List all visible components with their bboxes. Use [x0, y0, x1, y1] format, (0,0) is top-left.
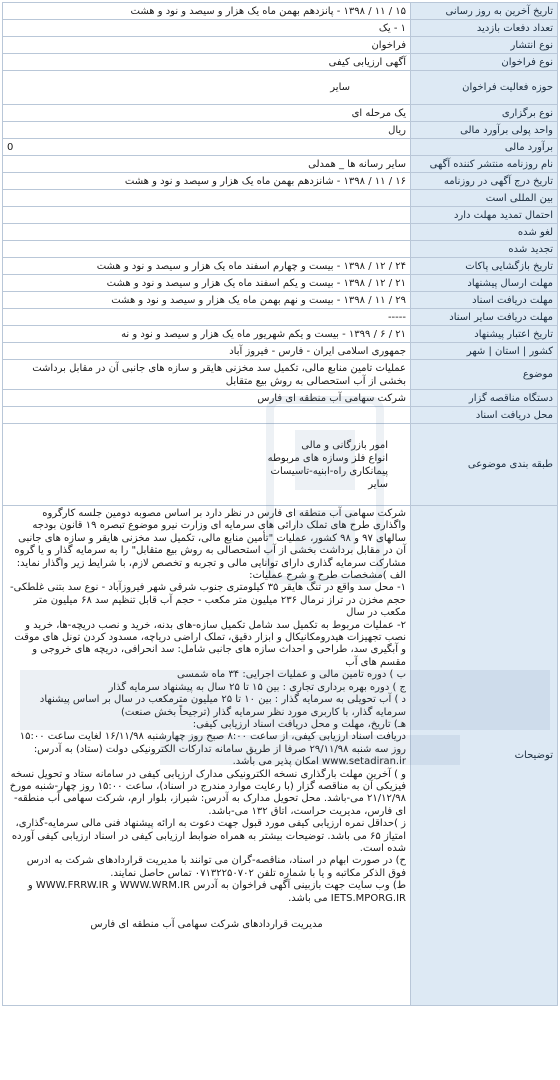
- category-item: امور بازرگانی و مالی: [301, 439, 388, 451]
- value-renewed: [3, 241, 411, 258]
- tender-details-table: [2, 2, 558, 1006]
- value-category: [3, 424, 411, 506]
- description-paragraph: ج ) دوره بهره برداری تجاری : بین ۱۵ تا ۲۵ سال به پیشنهاد سرمایه گذار: [108, 681, 406, 693]
- description-paragraph: و ) آخرین مهلت بارگذاری نسخه الکترونیکی مدارک ارزیابی کیفی در سامانه ستاد و تحویل نسخه فیزیکی آن به مناقصه گزار (با رعایت موارد مندرج در اسناد)، ساعت ۱۵:۰۰ روز چهار-شنبه مورخ ۲۱/۱۲/۹۸ می-باشد. محل تحویل مدارک به آدرس: شیراز، بلوار ارم، شرکت سهامی آب منطقه-ای فارس، مدیریت حراست، اتاق ۱۳۲ می-باشد.: [9, 768, 406, 817]
- value-other-doc-deadline: -----: [3, 309, 411, 326]
- row-holding-type: [3, 105, 558, 122]
- label-extension: احتمال تمدید مهلت دارد: [411, 207, 558, 224]
- value-organization: شرکت سهامی آب منطقه ای فارس: [3, 390, 411, 407]
- row-other-doc-deadline: [3, 309, 558, 326]
- description-paragraph: ز )حداقل نمره ارزیابی کیفی مورد قبول جهت دعوت به ارائه پیشنهاد فنی مالی سرمایه-گذاری، امتیاز ۶۵ می باشد. توضیحات بیشتر به همراه ضوابط ارزیابی کیفی در اسناد ارزیابی کیفی آورده شده است.: [11, 818, 406, 854]
- row-opening-date: [3, 258, 558, 275]
- description-paragraph: ط) وب سایت جهت بازبینی آگهی فراخوان به آدرس WWW.WRM.IR و WWW.FRRW.IR و IETS.MPORG.IR می باشد.: [27, 880, 406, 904]
- value-currency: ریال: [3, 122, 411, 139]
- row-organization: [3, 390, 558, 407]
- description-paragraph: ۲- عملیات مربوط به تکمیل سد شامل تکمیل سازه-های بدنه، خرید و نصب دریچه-ها، خرید و نصب تجهیزات هیدرومکانیکال و ابزار دقیق، تملک اراضی دریاچه، مسدود کردن تونل های موقت و آبگیری سد، طراحی و احداث سازه های جانبی شامل: سد انحرافی، دریچه های خروجی و مقسم های آب: [14, 619, 406, 668]
- label-publish-type: نوع انتشار: [411, 37, 558, 54]
- category-item: پیمانکاری راه-ابنیه-تاسیسات: [270, 465, 388, 477]
- description-paragraph: شرکت سهامی آب منطقه ای فارس در نظر دارد بر اساس مصوبه دومین جلسه کارگروه واگذاری طرح های تملک دارائی های سرمایه ای وزارت نیرو موضوع تبصره ۱۹ قانون بودجه سالهای ۹۷ و ۹۸ کشور، عملیات "تأمین منابع مالی، تکمیل سد مخزنی هایقر و سازه های جانبی آن در مقابل برداشت بخشی از آب استحصالی به روش بیع متقابل" را به سرمایه گذار و یا گروه مشارکت سرمایه گذاری دارای توانایی مالی و تجربه و تخصص لازم، با شرایط زیر واگذار نماید:: [14, 508, 406, 569]
- row-validity: [3, 326, 558, 343]
- label-visit-count: تعداد دفعات بازدید: [411, 20, 558, 37]
- row-renewed: [3, 241, 558, 258]
- row-cancelled: [3, 224, 558, 241]
- label-activity-field: حوزه فعالیت فراخوان: [411, 71, 558, 105]
- row-call-type: [3, 54, 558, 71]
- label-last-update: تاریخ آخرین به روز رسانی: [411, 3, 558, 20]
- value-extension: [3, 207, 411, 224]
- label-international: بین المللی است: [411, 190, 558, 207]
- row-extension: [3, 207, 558, 224]
- row-publish-type: [3, 37, 558, 54]
- value-international: [3, 190, 411, 207]
- label-other-doc-deadline: مهلت دریافت سایر اسناد: [411, 309, 558, 326]
- label-estimate: برآورد مالی: [411, 139, 558, 156]
- value-publish-type: فراخوان: [3, 37, 411, 54]
- row-doc-deadline: [3, 292, 558, 309]
- row-last-update: [3, 3, 558, 20]
- label-submit-deadline: مهلت ارسال پیشنهاد: [411, 275, 558, 292]
- value-visit-count: ۱ - یک: [3, 20, 411, 37]
- label-currency: واحد پولی برآورد مالی: [411, 122, 558, 139]
- row-category: [3, 424, 558, 506]
- value-location: جمهوری اسلامی ایران - فارس - فیروز آباد: [3, 343, 411, 360]
- description-paragraph: ح) در صورت ابهام در اسناد، مناقصه-گران می توانند با مدیریت قراردادهای شرکت به ادرس فوق الذکر مکاتبه و یا با شماره تلفن ۰۷۱۳۲۲۵۰۷۰۲ تماس حاصل نمایند.: [26, 855, 406, 879]
- value-newspaper-date: ۱۶ / ۱۱ / ۱۳۹۸ - شانزدهم بهمن ماه یک هزار و سیصد و نود و هشت: [3, 173, 411, 190]
- value-subject: عملیات تامین منابع مالی، تکمیل سد مخزنی هایقر و سازه های جانبی آن در مقابل برداشت بخشی از آب استحصالی به روش بیع متقابل: [3, 360, 411, 390]
- value-doc-deadline: ۲۹ / ۱۱ / ۱۳۹۸ - بیست و نهم بهمن ماه یک هزار و سیصد و نود و هشت: [3, 292, 411, 309]
- value-holding-type: یک مرحله ای: [3, 105, 411, 122]
- row-international: [3, 190, 558, 207]
- label-description: توضیحات: [411, 506, 558, 1006]
- row-location: [3, 343, 558, 360]
- label-newspaper: نام روزنامه منتشر کننده آگهی: [411, 156, 558, 173]
- label-renewed: تجدید شده: [411, 241, 558, 258]
- row-currency: [3, 122, 558, 139]
- row-subject: [3, 360, 558, 390]
- value-newspaper: سایر رسانه ها _ همدلی: [3, 156, 411, 173]
- value-estimate: 0: [3, 139, 411, 156]
- description-paragraph: د ) آب تحویلی به سرمایه گذار : بین ۱۰ تا ۲۵ میلیون مترمکعب در سال بر اساس پیشنهاد سرمایه گذار، با کاربری مورد نظر سرمایه گذار (ترجیحاً بخش صنعت): [39, 694, 406, 718]
- value-description: [3, 506, 411, 1006]
- description-paragraph: ب ) دوره تامین مالی و عملیات اجرایی: ۳۴ ماه شمسی: [177, 669, 406, 681]
- value-validity: ۲۱ / ۶ / ۱۳۹۹ - بیست و یکم شهریور ماه یک هزار و سیصد و نود و نه: [3, 326, 411, 343]
- category-item: انواع فلز وسازه های مربوطه: [267, 452, 388, 464]
- value-last-update: ۱۵ / ۱۱ / ۱۳۹۸ - پانزدهم بهمن ماه یک هزار و سیصد و نود و هشت: [3, 3, 411, 20]
- label-holding-type: نوع برگزاری: [411, 105, 558, 122]
- description-paragraph: هـ) تاریخ، مهلت و محل دریافت اسناد ارزیابی کیفی:: [192, 718, 406, 730]
- row-activity-field: [3, 71, 558, 105]
- label-doc-deadline: مهلت دریافت اسناد: [411, 292, 558, 309]
- row-visit-count: [3, 20, 558, 37]
- value-activity-field: سایر: [3, 71, 411, 105]
- label-call-type: نوع فراخوان: [411, 54, 558, 71]
- row-estimate: [3, 139, 558, 156]
- value-opening-date: ۲۴ / ۱۲ / ۱۳۹۸ - بیست و چهارم اسفند ماه یک هزار و سیصد و نود و هشت: [3, 258, 411, 275]
- description-paragraph: ۱- محل سد واقع در تنگ هایقر ۳۵ کیلومتری جنوب شرقی شهر فیروزآباد - نوع سد بتنی غلطکی- حجم مخزن در تراز نرمال ۲۳۶ میلیون متر مکعب - حجم آب قابل تنظیم سد ۶۸ میلیون متر مکعب در سال: [9, 582, 406, 619]
- value-cancelled: [3, 224, 411, 241]
- label-doc-location: محل دریافت اسناد: [411, 407, 558, 424]
- row-newspaper-date: [3, 173, 558, 190]
- category-item: سایر: [368, 478, 388, 490]
- label-category: طبقه بندی موضوعی: [411, 424, 558, 506]
- description-signature: مدیریت قراردادهای شرکت سهامی آب منطقه ای فارس: [90, 919, 323, 930]
- label-organization: دستگاه مناقصه گزار: [411, 390, 558, 407]
- label-subject: موضوع: [411, 360, 558, 390]
- label-validity: تاریخ اعتبار پیشنهاد: [411, 326, 558, 343]
- row-description: [3, 506, 558, 1006]
- label-opening-date: تاریخ بازگشایی پاکات: [411, 258, 558, 275]
- value-submit-deadline: ۲۱ / ۱۲ / ۱۳۹۸ - بیست و یکم اسفند ماه یک هزار و سیصد و نود و هشت: [3, 275, 411, 292]
- label-location: کشور | استان | شهر: [411, 343, 558, 360]
- value-call-type: آگهی ارزیابی کیفی: [3, 54, 411, 71]
- value-doc-location: [3, 407, 411, 424]
- description-paragraph: الف )مشخصات طرح و شرح عملیات:: [249, 570, 406, 582]
- label-newspaper-date: تاریخ درج آگهی در روزنامه: [411, 173, 558, 190]
- row-newspaper: [3, 156, 558, 173]
- row-doc-location: [3, 407, 558, 424]
- label-cancelled: لغو شده: [411, 224, 558, 241]
- row-submit-deadline: [3, 275, 558, 292]
- description-paragraph: دریافت اسناد ارزیابی کیفی، از ساعت ۸:۰۰ صبح روز چهارشنبه ۱۶/۱۱/۹۸ لغایت ساعت ۱۵:۰۰ روز سه شنبه ۲۹/۱۱/۹۸ صرفا از طریق سامانه تدارکات الکترونیکی دولت (ستاد) به آدرس: www.setadiran.ir امکان پذیر می باشد.: [19, 731, 406, 768]
